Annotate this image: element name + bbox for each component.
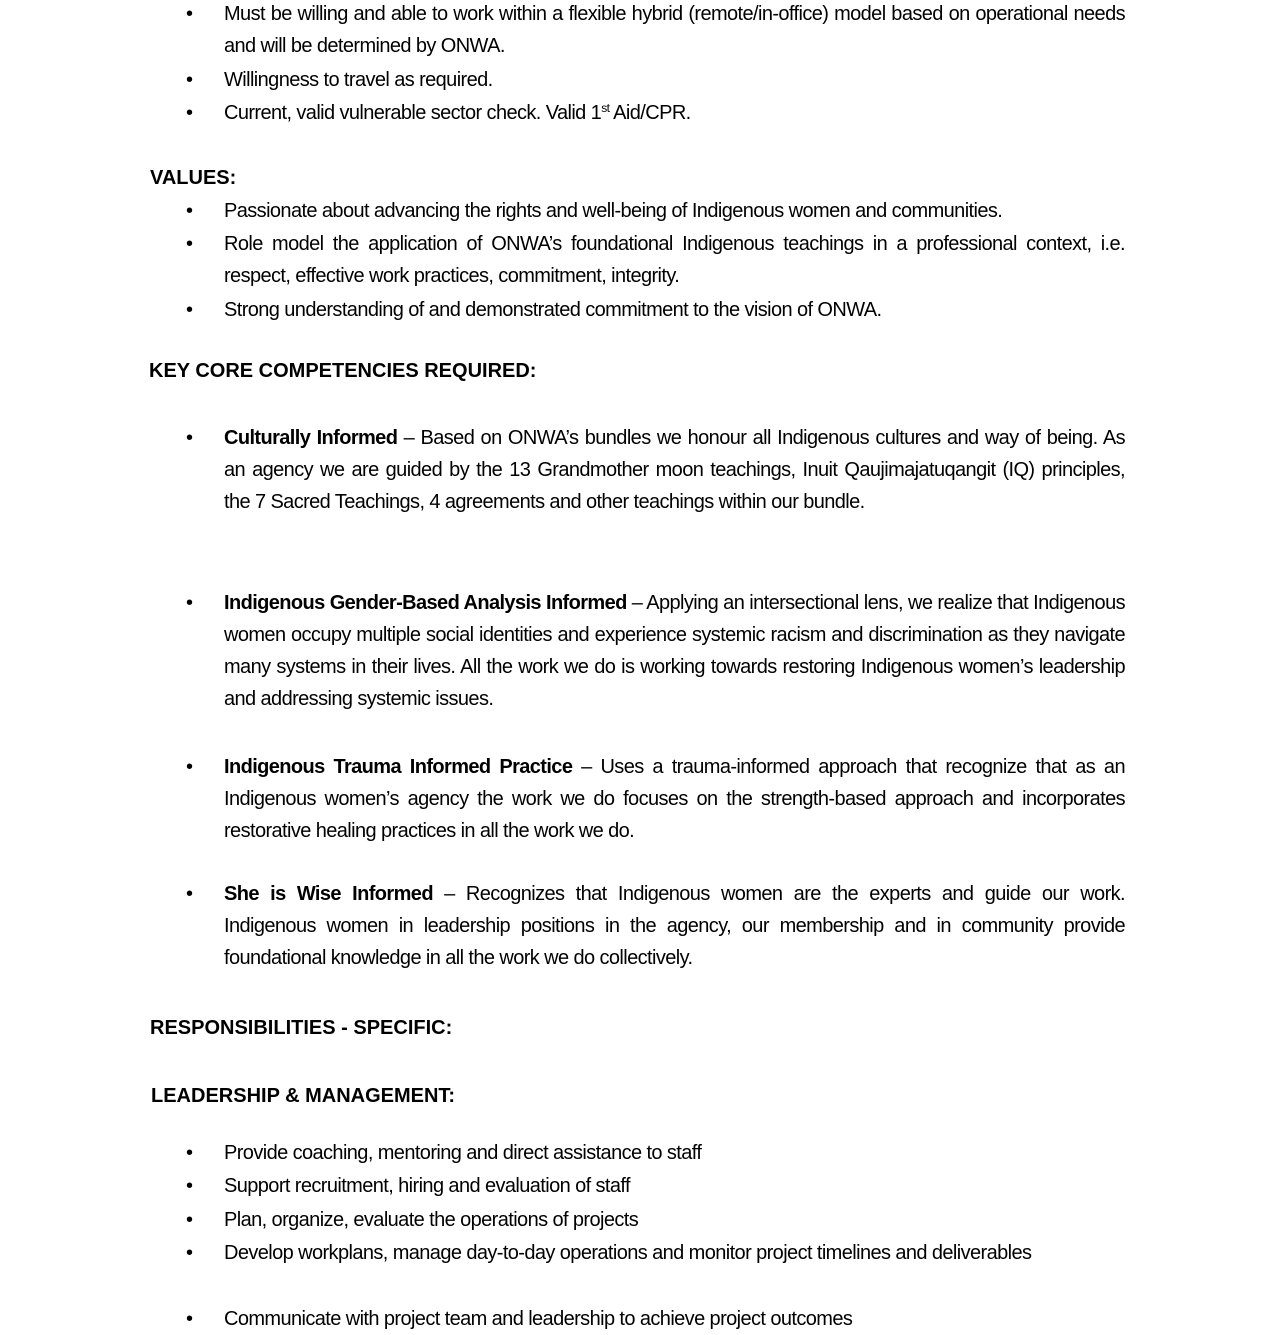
requirement-text: Current, valid vulnerable sector check. Valid 1st Aid/CPR.: [224, 101, 691, 124]
leadership-text: Plan, organize, evaluate the operations of projects: [224, 1209, 639, 1231]
bullet-icon: •: [186, 1209, 194, 1231]
requirement-text: Willingness to travel as required.: [224, 69, 493, 91]
list-item: [186, 64, 1126, 96]
bullet-icon: •: [186, 1175, 194, 1197]
competency-item: [186, 422, 1126, 518]
competency-item: [186, 751, 1126, 847]
list-item: [186, 294, 1126, 326]
value-text: Passionate about advancing the rights and well-being of Indigenous women and communities.: [224, 200, 1003, 222]
bullet-icon: •: [186, 1308, 194, 1330]
list-item: [186, 1170, 1126, 1202]
bullet-icon: •: [186, 299, 194, 321]
leadership-heading: LEADERSHIP & MANAGEMENT:: [151, 1085, 456, 1107]
competency-text: [224, 422, 1125, 518]
bullet-icon: •: [186, 102, 194, 124]
leadership-text: Develop workplans, manage day-to-day operations and monitor project timelines and deliverables: [224, 1242, 1032, 1264]
competency-text: [224, 587, 1125, 715]
list-item: [186, 228, 1126, 292]
competency-description: – Applying an intersectional lens, we realize that Indigenous women occupy multiple social identities and experience systemic racism and discrimination as they navigate many systems in their lives. All the work we do is working towards restoring Indigenous women’s leadership and addressing systemic issues.: [224, 592, 1125, 710]
competency-term: She is Wise Informed: [224, 883, 433, 905]
bullet-icon: •: [186, 883, 194, 905]
leadership-text: Support recruitment, hiring and evaluation of staff: [224, 1175, 630, 1197]
requirement-text: Must be willing and able to work within a flexible hybrid (remote/in-office) model based on operational needs and will be determined by ONWA.: [224, 3, 1125, 57]
values-heading: VALUES:: [150, 167, 237, 189]
superscript: st: [601, 101, 610, 115]
competency-text: [224, 751, 1125, 847]
list-item: [186, 1237, 1126, 1269]
list-item: [186, 1204, 1126, 1236]
competency-item: [186, 878, 1126, 974]
responsibilities-heading: RESPONSIBILITIES - SPECIFIC:: [150, 1017, 453, 1039]
competency-term: Indigenous Trauma Informed Practice: [224, 756, 573, 778]
value-text: Role model the application of ONWA’s foundational Indigenous teachings in a professional context, i.e. respect, effective work practices, commitment, integrity.: [224, 233, 1125, 287]
bullet-icon: •: [186, 233, 194, 255]
list-item: [186, 195, 1126, 227]
bullet-icon: •: [186, 3, 194, 25]
bullet-icon: •: [186, 756, 194, 778]
bullet-icon: •: [186, 592, 194, 614]
bullet-icon: •: [186, 427, 194, 449]
list-item: [186, 97, 1126, 129]
competency-description: – Recognizes that Indigenous women are the experts and guide our work. Indigenous women in leadership positions in the agency, our membership and in community provide foundational knowledge in all the work we do collectively.: [224, 883, 1125, 969]
competency-description: – Uses a trauma-informed approach that recognize that as an Indigenous women’s agency the work we do focuses on the strength-based approach and incorporates restorative healing practices in all the work we do.: [224, 756, 1125, 842]
list-item: [186, 1137, 1126, 1169]
list-item: [186, 1303, 1126, 1335]
leadership-text: Provide coaching, mentoring and direct assistance to staff: [224, 1142, 702, 1164]
competencies-heading: KEY CORE COMPETENCIES REQUIRED:: [149, 360, 537, 382]
value-text: Strong understanding of and demonstrated commitment to the vision of ONWA.: [224, 299, 882, 321]
competency-term: Indigenous Gender-Based Analysis Informed: [224, 592, 627, 614]
competency-text: [224, 878, 1125, 974]
competency-item: [186, 587, 1126, 715]
bullet-icon: •: [186, 1242, 194, 1264]
leadership-text: Communicate with project team and leadership to achieve project outcomes: [224, 1308, 853, 1330]
bullet-icon: •: [186, 69, 194, 91]
competency-description: – Based on ONWA’s bundles we honour all Indigenous cultures and way of being. As an agency we are guided by the 13 Grandmother moon teachings, Inuit Qaujimajatuqangit (IQ) principles, the 7 Sacred Teachings, 4 agreements and other teachings within our bundle.: [224, 427, 1125, 513]
bullet-icon: •: [186, 200, 194, 222]
competency-term: Culturally Informed: [224, 427, 398, 449]
list-item: [186, 0, 1126, 62]
bullet-icon: •: [186, 1142, 194, 1164]
